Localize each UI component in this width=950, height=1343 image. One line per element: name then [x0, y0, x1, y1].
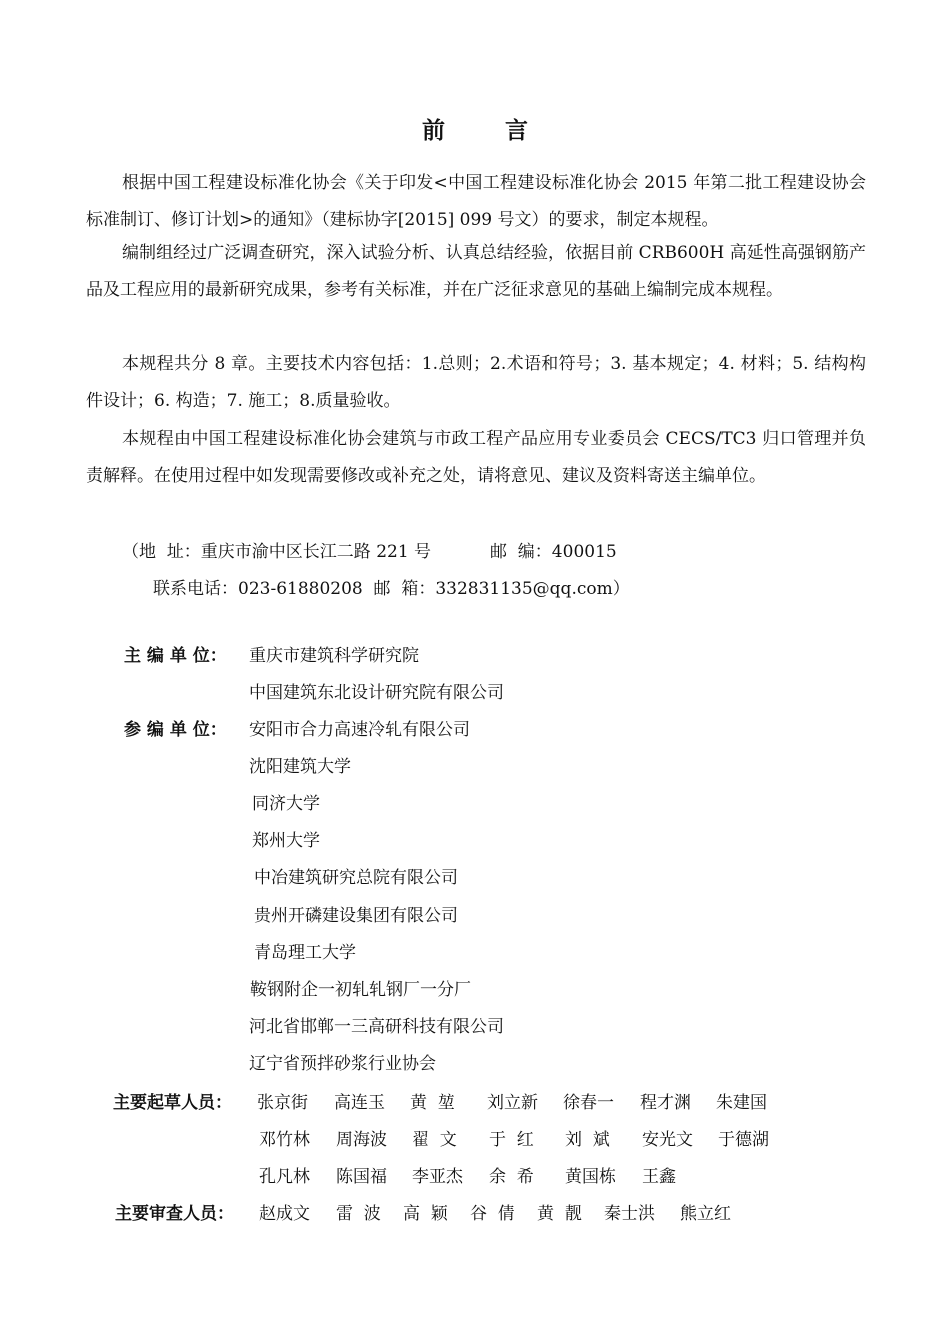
paragraph-2: 编制组经过广泛调查研究，深入试验分析、认真总结经验，依据目前 CRB600H 高延性高强钢筋产品及工程应用的最新研究成果，参考有关标准，并在广泛征求意见的基础上编制完成本规程。	[86, 243, 866, 300]
participating-unit: 中冶建筑研究总院有限公司	[254, 868, 458, 888]
drafter-name: 余 希	[489, 1167, 534, 1187]
drafters-label: 主要起草人员：	[113, 1093, 232, 1113]
contact-postcode: 邮 编：400015	[490, 542, 617, 562]
chief-units-label: 主 编 单 位：	[124, 646, 227, 666]
participating-unit: 同济大学	[252, 794, 320, 814]
contact-address: （地 址：重庆市渝中区长江二路 221 号	[122, 542, 432, 562]
drafter-name: 高连玉	[334, 1093, 385, 1113]
participating-unit: 河北省邯郸一三高研科技有限公司	[249, 1017, 504, 1037]
drafter-name: 黄 堃	[410, 1093, 455, 1113]
drafter-name: 于德湖	[718, 1130, 769, 1150]
participating-unit: 辽宁省预拌砂浆行业协会	[249, 1054, 436, 1074]
reviewer-name: 赵成文	[259, 1204, 310, 1224]
participating-unit: 鞍钢附企一初轧轧钢厂一分厂	[250, 980, 471, 1000]
drafter-name: 李亚杰	[412, 1167, 463, 1187]
drafter-name: 张京街	[257, 1093, 308, 1113]
drafter-name: 翟 文	[412, 1130, 457, 1150]
drafter-name: 陈国福	[336, 1167, 387, 1187]
participating-unit: 青岛理工大学	[254, 943, 356, 963]
drafter-name: 程才渊	[640, 1093, 691, 1113]
drafter-name: 邓竹林	[259, 1130, 310, 1150]
participating-unit: 安阳市合力高速冷轧有限公司	[249, 720, 470, 740]
paragraph-4: 本规程由中国工程建设标准化协会建筑与市政工程产品应用专业委员会 CECS/TC3 归口管理并负责解释。在使用过程中如发现需要修改或补充之处，请将意见、建议及资料寄送主编单位。	[86, 429, 866, 486]
reviewer-name: 熊立红	[680, 1204, 731, 1224]
paragraph-3: 本规程共分 8 章。主要技术内容包括：1.总则；2.术语和符号；3. 基本规定；4. 材料；5. 结构构件设计；6. 构造；7. 施工；8.质量验收。	[86, 354, 866, 411]
reviewer-name: 谷 倩	[470, 1204, 515, 1224]
reviewer-name: 秦士洪	[604, 1204, 655, 1224]
page-title: 前 言	[421, 117, 554, 144]
paragraph-1: 根据中国工程建设标准化协会《关于印发<中国工程建设标准化协会 2015 年第二批工程建设协会标准制订、修订计划>的通知》（建标协字[2015] 099 号文）的要求，制定本规程。	[86, 173, 866, 230]
participating-unit: 贵州开磷建设集团有限公司	[254, 906, 458, 926]
participating-unit: 沈阳建筑大学	[249, 757, 351, 777]
participating-unit: 郑州大学	[252, 831, 320, 851]
reviewers-label: 主要审查人员：	[115, 1204, 234, 1224]
participating-units-label: 参 编 单 位：	[124, 720, 227, 740]
reviewer-name: 高 颖	[403, 1204, 448, 1224]
reviewer-name: 黄 靓	[537, 1204, 582, 1224]
drafter-name: 周海波	[336, 1130, 387, 1150]
drafter-name: 刘立新	[487, 1093, 538, 1113]
drafter-name: 安光文	[642, 1130, 693, 1150]
drafter-name: 孔凡林	[259, 1167, 310, 1187]
drafter-name: 黄国栋	[565, 1167, 616, 1187]
reviewer-name: 雷 波	[336, 1204, 381, 1224]
drafter-name: 王鑫	[642, 1167, 676, 1187]
drafter-name: 于 红	[489, 1130, 534, 1150]
chief-unit: 重庆市建筑科学研究院	[249, 646, 419, 666]
chief-unit: 中国建筑东北设计研究院有限公司	[249, 683, 504, 703]
drafter-name: 徐春一	[563, 1093, 614, 1113]
drafter-name: 刘 斌	[565, 1130, 610, 1150]
drafter-name: 朱建国	[716, 1093, 767, 1113]
contact-phone-email: 联系电话：023-61880208 邮 箱：332831135@qq.com）	[153, 579, 630, 599]
